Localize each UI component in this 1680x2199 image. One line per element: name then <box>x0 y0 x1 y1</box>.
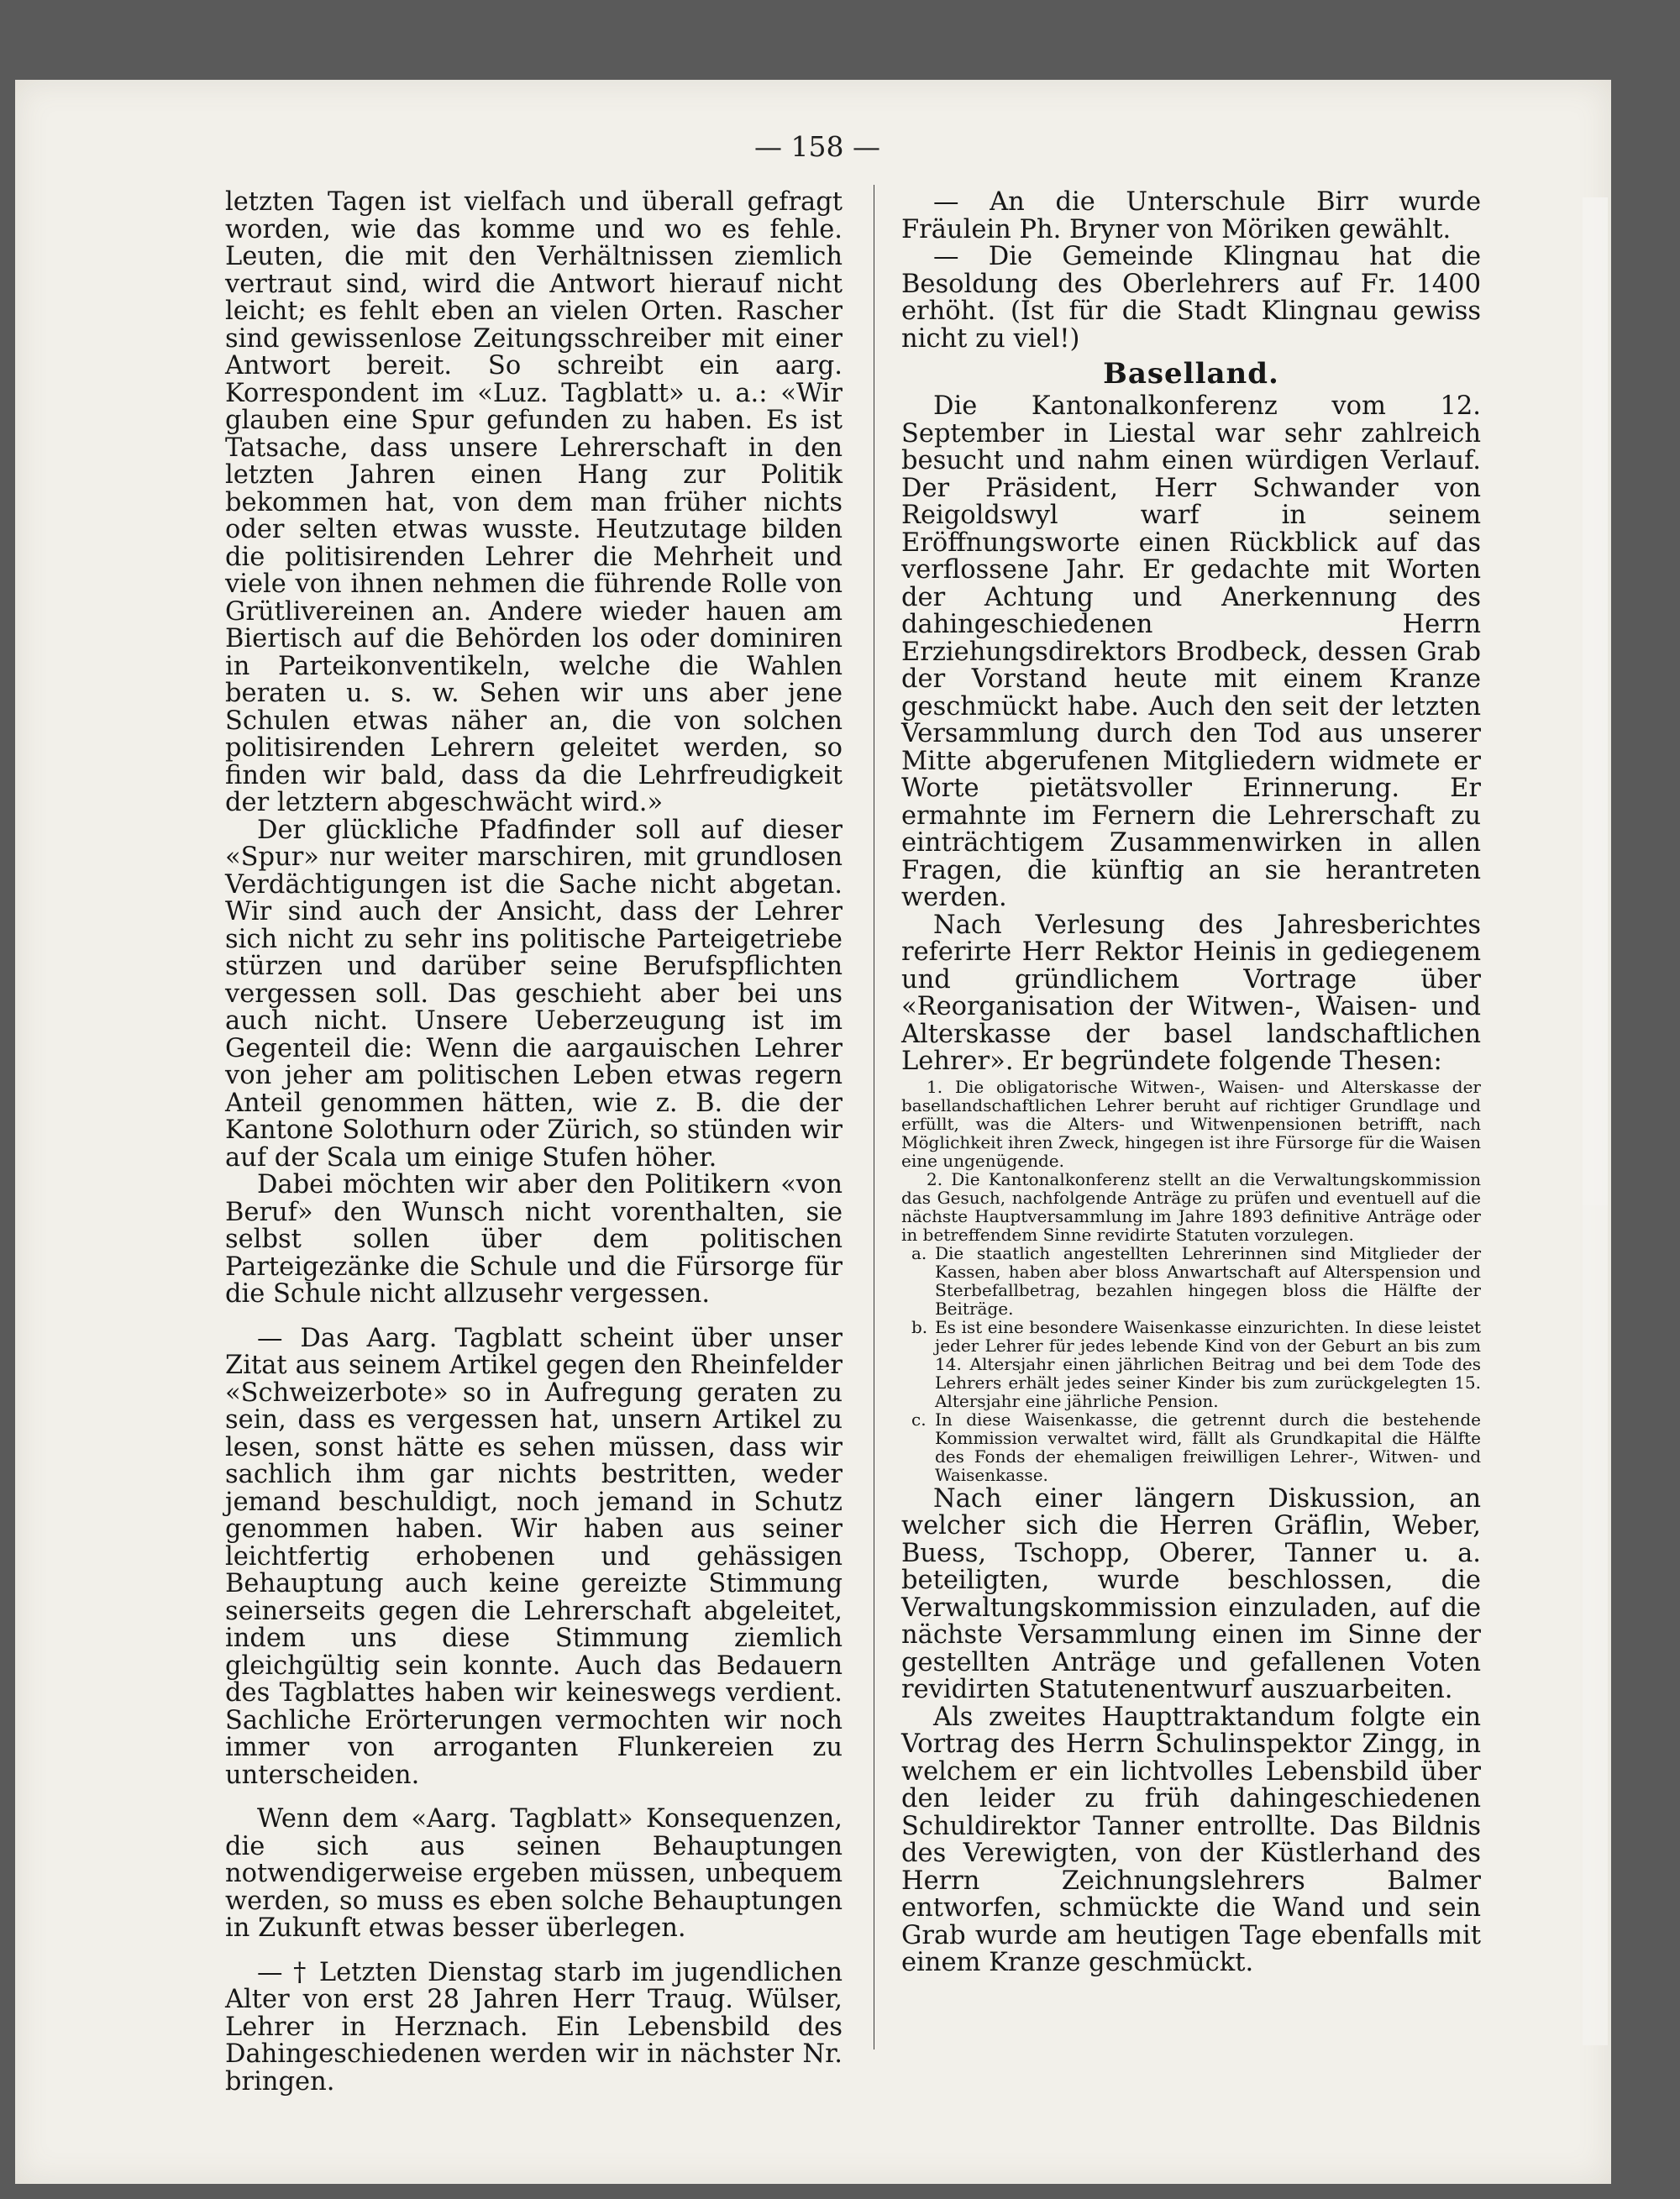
thesis-2a-marker: a. <box>911 1242 927 1263</box>
thesis-2b-text: Es ist eine besondere Waisenkasse einzurichten. In diese leistet jeder Lehrer für jedes lebende Kind von der Geburt an bis zum 14. Altersjahr einen jährlichen Beitrag und bei dem Tode des Lehrers erhält jedes seiner Kinder bis zum zurückgelegten 15. Altersjahr eine jährliche Pension. <box>935 1316 1481 1411</box>
page-number: — 158 — <box>754 130 880 163</box>
thesis-1: 1. Die obligatorische Witwen-, Waisen- und Alterskasse der basellandschaftlichen Lehrer beruht auf richtiger Grundlage und erfüllt, was die Alters- und Witwenpensionen betrifft, nach Möglichkeit ihren Zweck, hingegen ist ihre Fürsorge für die Waisen eine ungenügende. <box>901 1076 1481 1171</box>
right-paragraph-3: Nach einer längern Diskussion, an welcher sich die Herren Gräflin, Weber, Buess, Tschopp, Oberer, Tanner u. a. beteiligten, wurde beschlossen, die Verwaltungskommission einzuladen, auf die nächste Versammlung einen im Sinne der gestellten Anträge und gefallenen Voten revidirten Statutenentwurf auszuarbeiten. <box>901 1483 1481 1704</box>
section-heading-baselland: Baselland. <box>1103 357 1279 391</box>
notice-klingnau: — Die Gemeinde Klingnau hat die Besoldung des Oberlehrers auf Fr. 1400 erhöht. (Ist für die Stadt Klingnau gewiss nicht zu viel!) <box>901 242 1481 354</box>
thesis-2a <box>901 1244 1481 1318</box>
right-paragraph-1: Die Kantonalkonferenz vom 12. September in Liestal war sehr zahlreich besucht und nahm einen würdigen Verlauf. Der Präsident, Herr Schwander von Reigoldswyl warf in seinem Eröffnungsworte einen Rückblick auf das verflossene Jahr. Er gedachte mit Worten der Achtung und Anerkennung des dahingeschiedenen Herrn Erziehungsdirektors Brodbeck, dessen Grab der Vorstand heute mit einem Kranze geschmückt habe. Auch den seit der letzten Versammlung durch den Tod aus unserer Mitte abgerufenen Mitgliedern widmete er Worte pietätsvoller Erinnerung. Er ermahnte im Fernern die Lehrerschaft zu einträchtigem Zusammenwirken in allen Fragen, die künftig an sie herantreten werden. <box>901 391 1481 912</box>
left-paragraph-1: letzten Tagen ist vielfach und überall gefragt worden, wie das komme und wo es fehle. Leuten, die mit den Verhältnissen ziemlich vertraut sind, wird die Antwort hierauf nicht leicht; es fehlt eben an vielen Orten. Rascher sind gewissenlose Zeitungsschreiber mit einer Antwort bereit. So schreibt ein aarg. Korrespondent im «Luz. Tagblatt» u. a.: «Wir glauben eine Spur gefunden zu haben. Es ist Tatsache, dass unsere Lehrerschaft in den letzten Jahren einen Hang zur Politik bekommen hat, von dem man früher nichts oder selten etwas wusste. Heutzutage bilden die politisirenden Lehrer die Mehrheit und viele von ihnen nehmen die führende Rolle von Grütlivereinen an. Andere wieder hauen am Biertisch auf die Behörden los oder dominiren in Parteikonventikeln, welche die Wahlen beraten u. s. w. Sehen wir uns aber jene Schulen etwas näher an, die von solchen politisirenden Lehrern geleitet werden, so finden wir bald, dass da die Lehrfreudigkeit der letztern abgeschwächt wird.» <box>225 187 843 817</box>
thesis-2c-marker: c. <box>911 1409 927 1430</box>
document-page <box>15 80 1611 2184</box>
left-paragraph-5: Wenn dem «Aarg. Tagblatt» Konsequenzen, die sich aus seinen Behauptungen notwendigerweise ergeben müssen, unbequem werden, so muss es eben solche Behauptungen in Zukunft etwas besser überlegen. <box>225 1804 843 1943</box>
left-paragraph-6: — † Letzten Dienstag starb im jugendlichen Alter von erst 28 Jahren Herr Traug. Wülser, Lehrer in Herznach. Ein Lebensbild des Dahingeschiedenen werden wir in nächster Nr. bringen. <box>225 1957 843 2097</box>
thesis-2b <box>901 1318 1481 1410</box>
thesis-2a-text: Die staatlich angestellten Lehrerinnen sind Mitglieder der Kassen, haben aber bloss Anwartschaft auf Alterspension und Sterbefallbetrag, bezahlen hingegen bloss die Hälfte der Beiträge. <box>935 1242 1481 1319</box>
thesis-2c-text: In diese Waisenkasse, die getrennt durch die bestehende Kommission verwaltet wird, fällt als Grundkapital die Hälfte des Fonds der ehemaligen freiwilligen Lehrer-, Witwen- und Waisenkasse. <box>935 1409 1481 1485</box>
theses-list <box>901 1078 1481 1484</box>
page-edge-strip-lower <box>1583 1205 1608 2045</box>
right-paragraph-2: Nach Verlesung des Jahresberichtes referirte Herr Rektor Heinis in gediegenem und gründlichem Vortrage über «Reorganisation der Witwen-, Waisen- und Alterskasse der basel landschaftlichen Lehrer». Er begründete folgende Thesen: <box>901 910 1481 1076</box>
left-paragraph-2: Der glückliche Pfadfinder soll auf dieser «Spur» nur weiter marschiren, mit grundlosen Verdächtigungen ist die Sache nicht abgetan. Wir sind auch der Ansicht, dass der Lehrer sich nicht zu sehr ins politische Parteigetriebe stürzen und darüber seine Berufspflichten vergessen soll. Das geschieht aber bei uns auch nicht. Unsere Ueberzeugung ist im Gegenteil die: Wenn die aargauischen Lehrer von jeher am politischen Leben etwas regern Anteil genommen hätten, wie z. B. die der Kantone Solothurn oder Zürich, so stünden wir auf der Scala um einige Stufen höher. <box>225 815 843 1173</box>
thesis-2: 2. Die Kantonalkonferenz stellt an die Verwaltungskommission das Gesuch, nachfolgende Anträge zu prüfen und eventuell auf die nächste Hauptversammlung im Jahre 1893 definitive Anträge oder in betreffendem Sinne revidirte Statuten vorzulegen. <box>901 1168 1481 1245</box>
page-edge-strip <box>1583 197 1608 1205</box>
left-paragraph-4: — Das Aarg. Tagblatt scheint über unser Zitat aus seinem Artikel gegen den Rheinfelder «Schweizerbote» so in Aufregung geraten zu sein, dass es vergessen hat, unsern Artikel zu lesen, sonst hätte es sehen müssen, dass wir sachlich ihm gar nichts bestritten, weder jemand beschuldigt, noch jemand in Schutz genommen haben. Wir haben aus seiner leichtfertig erhobenen und gehässigen Behauptung auch keine gereizte Stimmung seinerseits gegen die Lehrerschaft abgeleitet, indem uns diese Stimmung ziemlich gleichgültig sein konnte. Auch das Bedauern des Tagblattes haben wir keineswegs verdient. Sachliche Erörterungen vermochten wir noch immer von arroganten Flunkereien zu unterscheiden. <box>225 1323 843 1790</box>
right-column <box>901 189 1481 1977</box>
left-paragraph-3: Dabei möchten wir aber den Politikern «von Beruf» den Wunsch nicht vorenthalten, sie selbst sollen über dem politischen Parteigezänke die Schule und die Fürsorge für die Schule nicht allzusehr vergessen. <box>225 1170 843 1309</box>
right-paragraph-4: Als zweites Haupttraktandum folgte ein Vortrag des Herrn Schulinspektor Zingg, in welchem er ein lichtvolles Lebensbild über den leider zu früh dahingeschiedenen Schuldirektor Tanner entrollte. Das Bildnis des Verewigten, von der Küstlerhand des Herrn Zeichnungslehrers Balmer entworfen, schmückte die Wand und sein Grab wurde am heutigen Tage ebenfalls mit einem Kranze geschmückt. <box>901 1702 1481 1977</box>
notice-birr: — An die Unterschule Birr wurde Fräulein Ph. Bryner von Möriken gewählt. <box>901 187 1481 244</box>
left-column <box>225 189 843 2096</box>
thesis-2c <box>901 1410 1481 1484</box>
thesis-2b-marker: b. <box>911 1316 928 1337</box>
